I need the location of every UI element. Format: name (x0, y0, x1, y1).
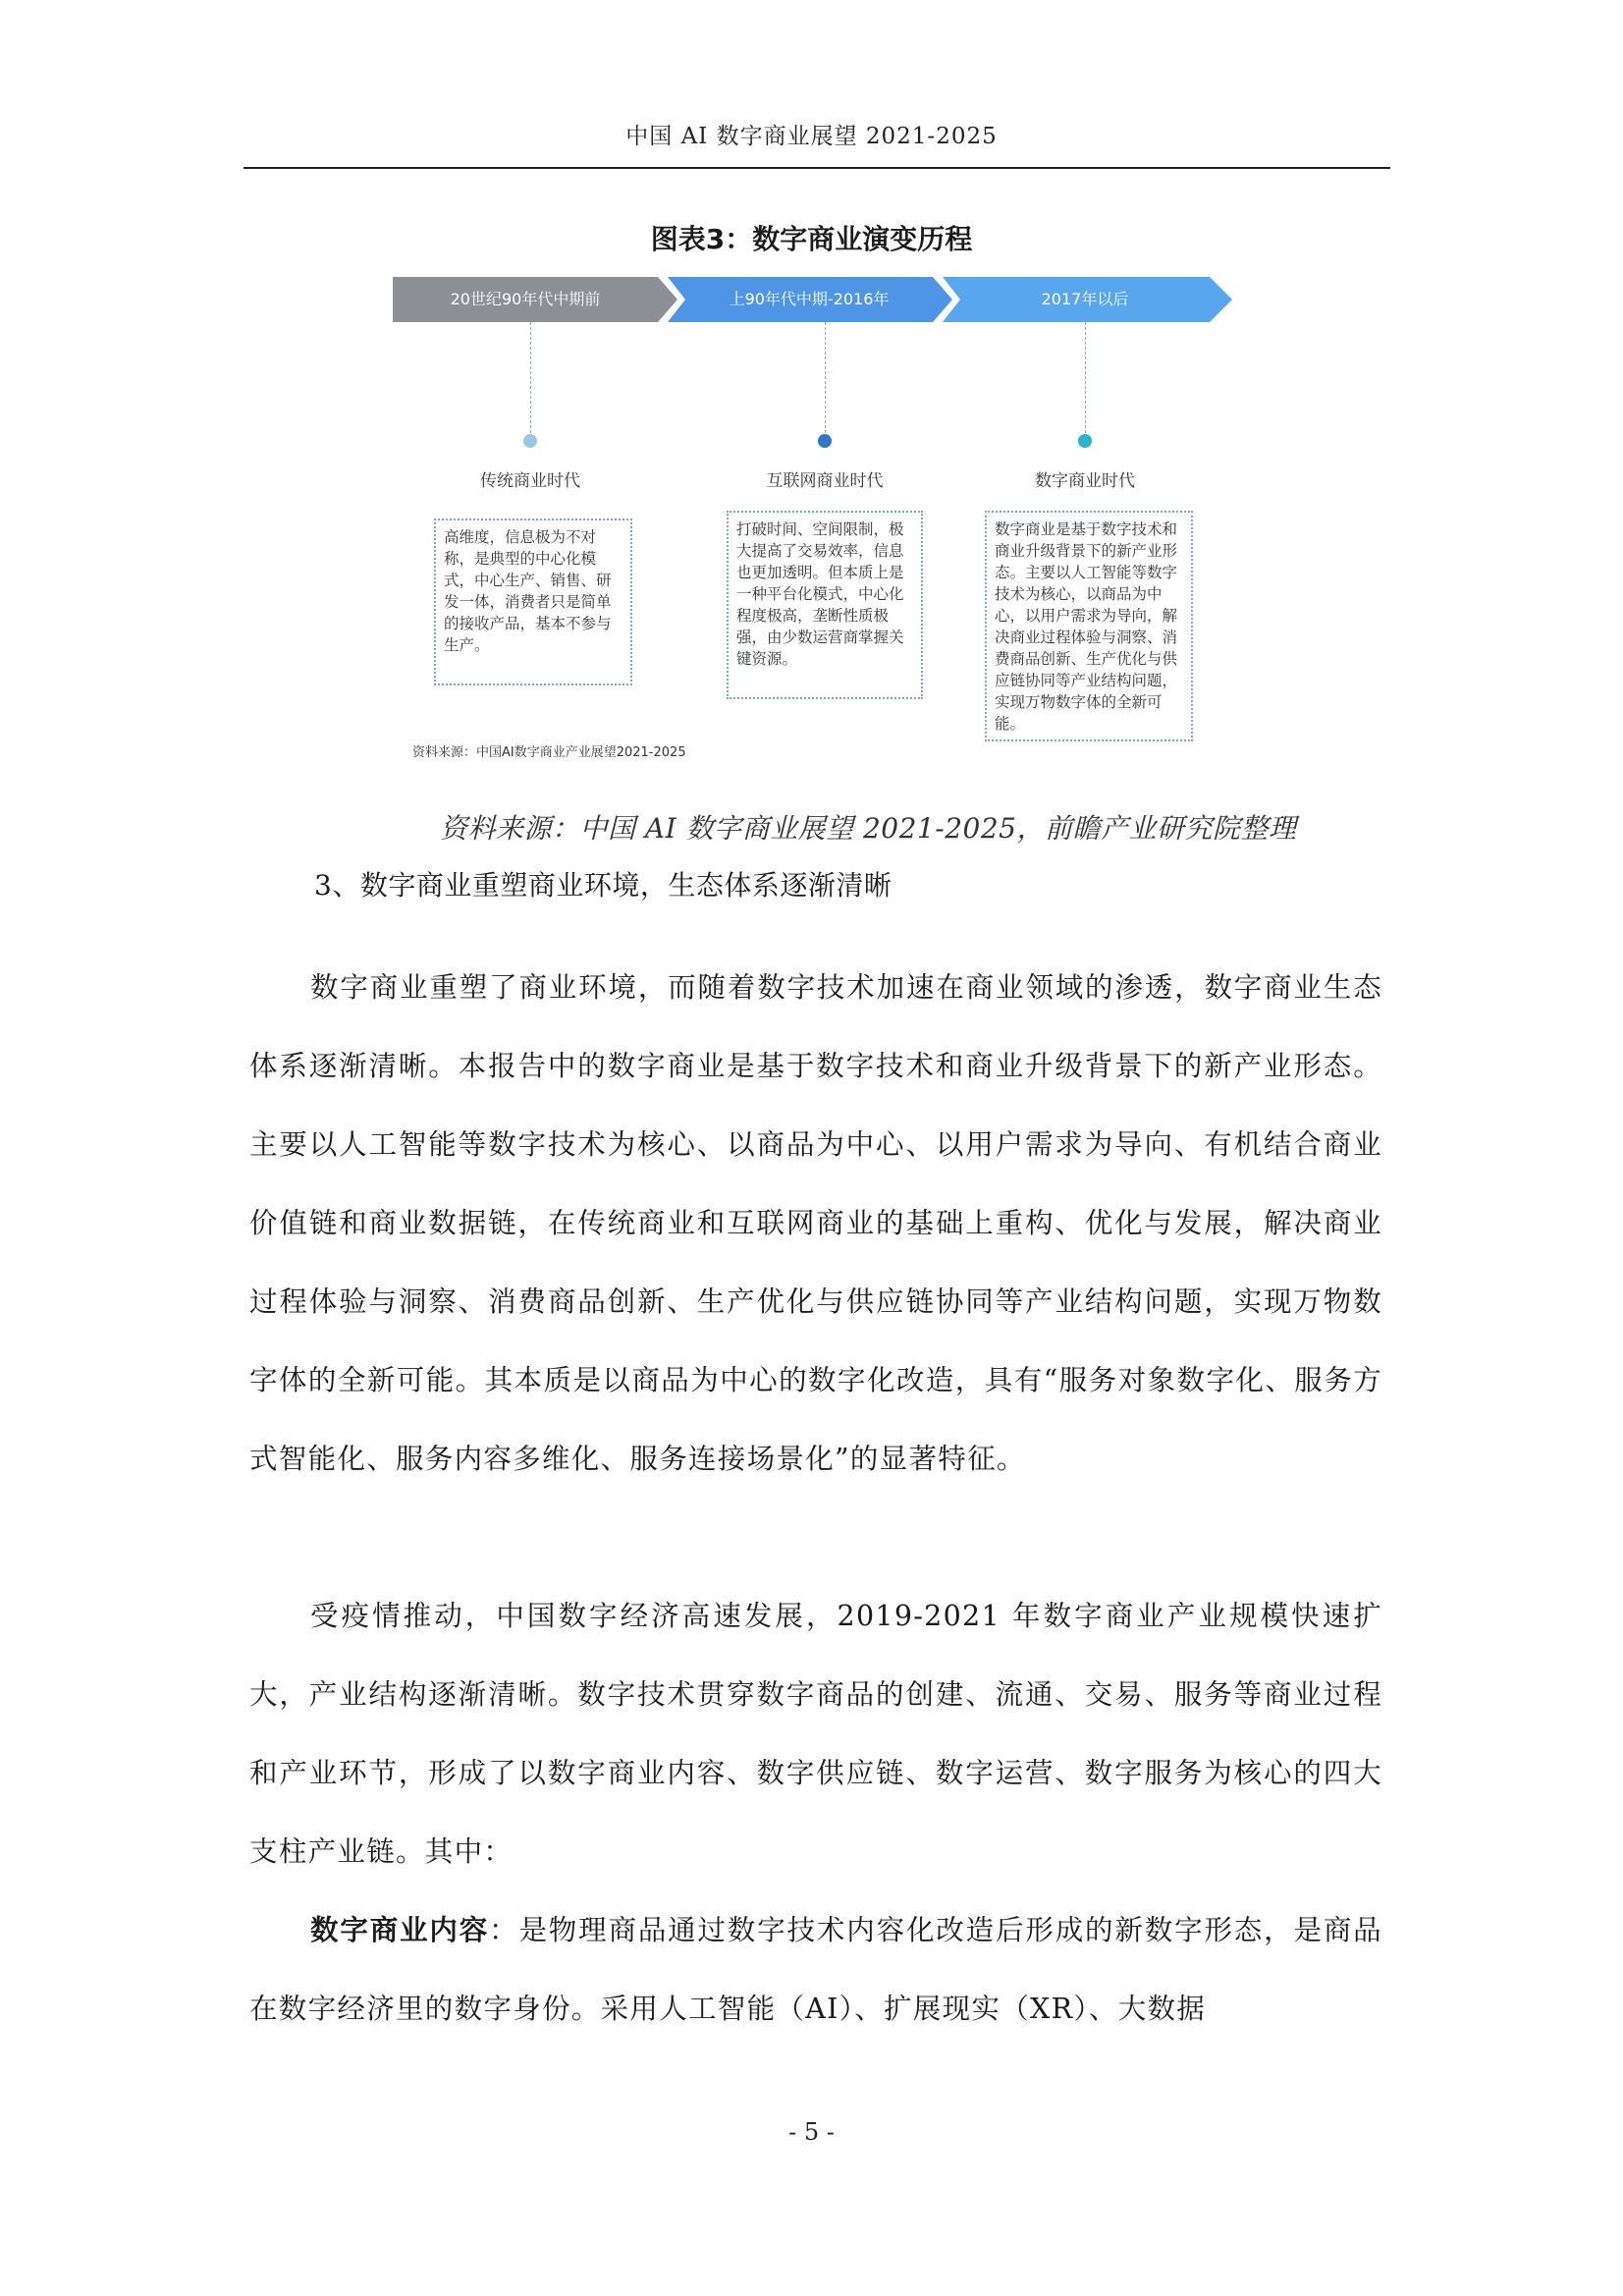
timeline-dot-2 (818, 434, 832, 448)
header-divider (243, 167, 1390, 169)
body-paragraph-3-text: ：是物理商品通过数字技术内容化改造后形成的新数字形态，是商品在数字经济里的数字身份。采用人工智能（AI）、扩展现实（XR）、大数据 (249, 1914, 1382, 2025)
figure-source-caption: 资料来源：中国 AI 数字商业展望 2021-2025，前瞻产业研究院整理 (440, 812, 1297, 845)
timeline-arrow-3 (943, 277, 1232, 322)
era-description-traditional: 高维度，信息极为不对称，是典型的中心化模式，中心生产、销售、研发一体，消费者只是简单的接收产品，基本不参与生产。 (434, 519, 632, 685)
timeline-period-3: 2017年以后 (1041, 290, 1129, 308)
timeline-arrow-1 (393, 277, 677, 322)
timeline-stem-3 (1085, 322, 1086, 438)
era-description-internet: 打破时间、空间限制，极大提高了交易效率，信息也更加透明。但本质上是一种平台化模式，中心化程度极高，垄断性质极强，由少数运营商掌握关键资源。 (727, 511, 923, 699)
timeline-arrow-2 (668, 277, 952, 322)
timeline-stem-2 (825, 322, 826, 438)
term-digital-commerce-content: 数字商业内容 (310, 1914, 490, 1946)
timeline-period-2: 上90年代中期-2016年 (729, 290, 890, 308)
figure-inner-source: 资料来源：中国AI数字商业产业展望2021-2025 (412, 745, 686, 760)
timeline-period-1: 20世纪90年代中期前 (450, 290, 601, 308)
era-label-internet: 互联网商业时代 (766, 471, 884, 491)
page-number: - 5 - (788, 2118, 835, 2146)
timeline-stem-1 (530, 322, 531, 438)
body-paragraph-2: 受疫情推动，中国数字经济高速发展，2019-2021 年数字商业产业规模快速扩大，产业结构逐渐清晰。数字技术贯穿数字商品的创建、流通、交易、服务等商业过程和产业环节，形成了以数字商业内容、数字供应链、数字运营、数字服务为核心的四大支柱产业链。其中： (249, 1600, 1382, 1868)
timeline-figure (393, 265, 1237, 771)
era-description-digital: 数字商业是基于数字技术和商业升级背景下的新产业形态。主要以人工智能等数字技术为核心，以商品为中心，以用户需求为导向，解决商业过程体验与洞察、消费商品创新、生产优化与供应链协同等产业结构问题，实现万物数字体的全新可能。 (985, 511, 1193, 741)
body-paragraph-3 (249, 1891, 1382, 2049)
era-label-digital: 数字商业时代 (1035, 471, 1135, 491)
timeline-dot-1 (523, 434, 537, 448)
section-heading: 3、数字商业重塑商业环境，生态体系逐渐清晰 (314, 869, 893, 902)
figure-title: 图表3：数字商业演变历程 (650, 223, 973, 255)
era-label-traditional: 传统商业时代 (480, 471, 580, 491)
timeline-dot-3 (1078, 434, 1092, 448)
body-paragraph-1: 数字商业重塑了商业环境，而随着数字技术加速在商业领域的渗透，数字商业生态体系逐渐清晰。本报告中的数字商业是基于数字技术和商业升级背景下的新产业形态。主要以人工智能等数字技术为核心、以商品为中心、以用户需求为导向、有机结合商业价值链和商业数据链，在传统商业和互联网商业的基础上重构、优化与发展，解决商业过程体验与洞察、消费商品创新、生产优化与供应链协同等产业结构问题，实现万物数字体的全新可能。其本质是以商品为中心的数字化改造，具有“服务对象数字化、服务方式智能化、服务内容多维化、服务连接场景化”的显著特征。 (249, 971, 1382, 1475)
running-header: 中国 AI 数字商业展望 2021-2025 (625, 124, 998, 149)
